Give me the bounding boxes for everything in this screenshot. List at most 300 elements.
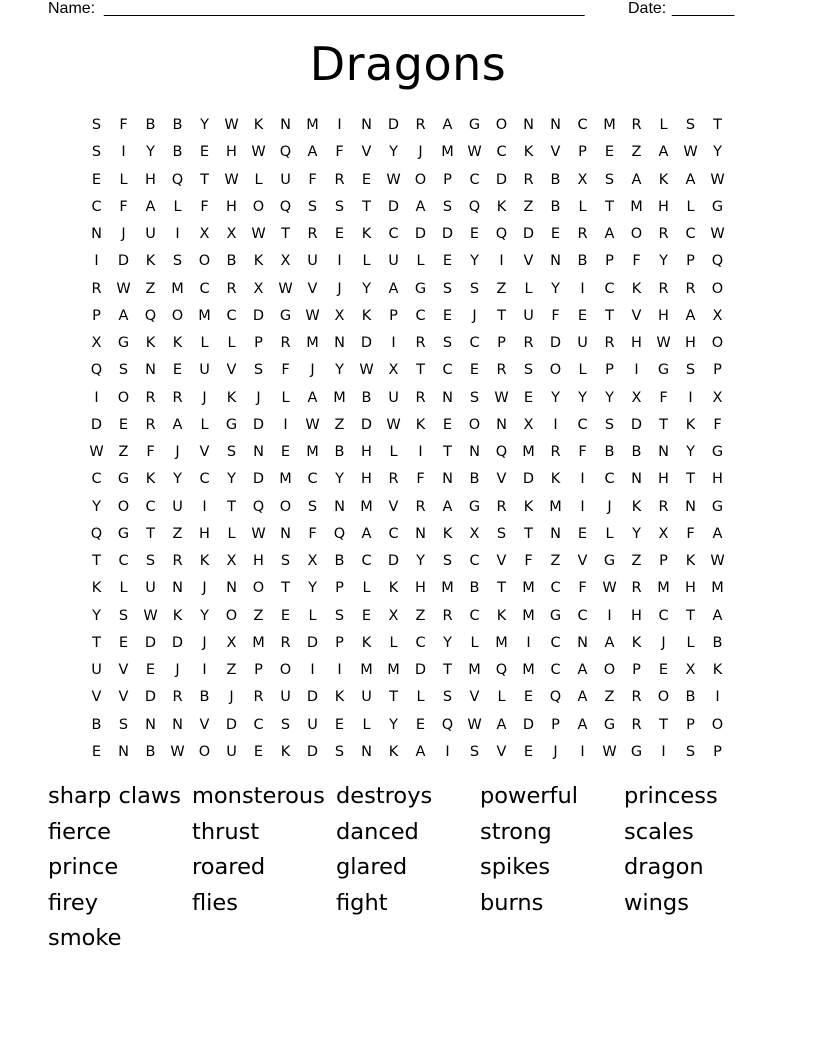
grid-letter[interactable]: K [442, 525, 453, 542]
grid-letter[interactable]: P [92, 307, 101, 324]
grid-letter[interactable]: D [306, 689, 319, 706]
grid-letter[interactable]: B [550, 198, 561, 215]
grid-letter[interactable]: D [387, 117, 400, 133]
grid-letter[interactable]: L [200, 335, 209, 351]
grid-letter[interactable]: V [469, 689, 480, 706]
grid-letter[interactable]: H [685, 580, 696, 597]
grid-letter[interactable]: L [497, 689, 506, 706]
grid-letter[interactable]: R [145, 389, 156, 406]
grid-letter[interactable]: N [550, 117, 561, 133]
grid-letter[interactable]: Y [659, 253, 668, 270]
grid-letter[interactable]: L [389, 444, 398, 460]
grid-letter[interactable]: C [253, 716, 264, 733]
grid-letter[interactable]: F [713, 416, 722, 433]
grid-letter[interactable]: B [469, 580, 480, 597]
grid-letter[interactable]: I [445, 743, 450, 760]
grid-letter[interactable]: L [227, 335, 236, 351]
grid-letter[interactable]: F [146, 444, 155, 460]
grid-letter[interactable]: Z [415, 607, 426, 624]
grid-letter[interactable]: S [442, 689, 453, 706]
grid-letter[interactable]: C [145, 498, 156, 515]
grid-letter[interactable]: J [337, 280, 342, 297]
grid-letter[interactable]: G [117, 335, 130, 351]
grid-letter[interactable]: H [361, 444, 372, 460]
grid-letter[interactable]: N [496, 416, 507, 433]
grid-letter[interactable]: M [198, 307, 211, 324]
grid-letter[interactable]: K [523, 144, 534, 161]
grid-letter[interactable]: X [685, 662, 696, 678]
grid-letter[interactable]: A [307, 389, 318, 406]
grid-letter[interactable]: N [550, 253, 561, 270]
grid-letter[interactable]: Z [145, 280, 156, 297]
grid-letter[interactable]: M [333, 389, 346, 406]
grid-letter[interactable]: Y [632, 525, 641, 542]
grid-letter[interactable]: R [658, 280, 669, 297]
grid-letter[interactable]: V [550, 144, 561, 161]
grid-letter[interactable]: Y [389, 144, 398, 161]
grid-letter[interactable]: D [522, 716, 535, 733]
grid-letter[interactable]: E [145, 662, 156, 678]
grid-letter[interactable]: S [604, 416, 615, 433]
grid-letter[interactable]: C [199, 280, 210, 297]
grid-letter[interactable]: Y [335, 362, 344, 379]
grid-letter[interactable]: A [145, 198, 156, 215]
grid-letter[interactable]: U [172, 498, 183, 515]
grid-letter[interactable]: F [686, 525, 695, 542]
grid-letter[interactable]: I [337, 253, 342, 270]
grid-letter[interactable]: O [657, 689, 670, 706]
grid-letter[interactable]: S [334, 743, 345, 760]
date-blank-line[interactable]: _______ [672, 0, 735, 17]
grid-letter[interactable]: D [306, 743, 319, 760]
grid-letter[interactable]: W [170, 743, 185, 760]
grid-letter[interactable]: E [280, 444, 291, 460]
grid-letter[interactable]: N [685, 498, 696, 515]
grid-letter[interactable]: K [523, 498, 534, 515]
grid-letter[interactable]: A [685, 171, 696, 188]
grid-letter[interactable]: R [523, 335, 534, 351]
grid-letter[interactable]: R [604, 335, 615, 351]
grid-letter[interactable]: R [658, 226, 669, 242]
grid-letter[interactable]: D [414, 226, 427, 242]
grid-letter[interactable]: H [199, 525, 210, 542]
grid-letter[interactable]: G [630, 743, 643, 760]
grid-letter[interactable]: U [199, 362, 210, 379]
grid-letter[interactable]: V [199, 444, 210, 460]
grid-letter[interactable]: S [307, 198, 318, 215]
grid-letter[interactable]: K [172, 335, 183, 351]
grid-letter[interactable]: A [577, 689, 588, 706]
grid-letter[interactable]: U [388, 253, 399, 270]
grid-letter[interactable]: X [712, 389, 723, 406]
grid-letter[interactable]: D [360, 335, 373, 351]
grid-letter[interactable]: L [362, 716, 371, 733]
grid-letter[interactable]: E [442, 307, 453, 324]
grid-letter[interactable]: S [334, 198, 345, 215]
grid-letter[interactable]: B [226, 253, 237, 270]
grid-letter[interactable]: Z [604, 689, 615, 706]
grid-letter[interactable]: R [307, 226, 318, 242]
grid-letter[interactable]: D [441, 226, 454, 242]
grid-letter[interactable]: S [685, 362, 696, 379]
grid-letter[interactable]: Z [334, 416, 345, 433]
grid-letter[interactable]: D [252, 416, 265, 433]
grid-letter[interactable]: K [361, 226, 372, 242]
grid-letter[interactable]: S [469, 280, 480, 297]
grid-letter[interactable]: R [415, 389, 426, 406]
grid-letter[interactable]: G [657, 362, 670, 379]
grid-letter[interactable]: X [712, 307, 723, 324]
grid-letter[interactable]: N [91, 226, 102, 242]
grid-letter[interactable]: O [117, 498, 130, 515]
grid-letter[interactable]: O [711, 335, 724, 351]
grid-letter[interactable]: R [280, 634, 291, 651]
grid-letter[interactable]: L [686, 198, 695, 215]
grid-letter[interactable]: G [603, 553, 616, 569]
grid-letter[interactable]: R [280, 335, 291, 351]
grid-letter[interactable]: L [227, 525, 236, 542]
grid-letter[interactable]: V [523, 253, 534, 270]
grid-letter[interactable]: X [199, 226, 210, 242]
grid-letter[interactable]: Y [308, 580, 317, 597]
grid-letter[interactable]: B [550, 171, 561, 188]
grid-letter[interactable]: T [605, 198, 614, 215]
grid-letter[interactable]: W [251, 525, 266, 542]
grid-letter[interactable]: I [688, 389, 693, 406]
grid-letter[interactable]: W [251, 226, 266, 242]
grid-letter[interactable]: M [306, 117, 319, 133]
grid-letter[interactable]: D [171, 634, 184, 651]
grid-letter[interactable]: K [145, 253, 156, 270]
grid-letter[interactable]: G [711, 444, 724, 460]
grid-letter[interactable]: W [710, 226, 725, 242]
grid-letter[interactable]: M [441, 144, 454, 161]
grid-letter[interactable]: S [172, 253, 183, 270]
grid-letter[interactable]: N [280, 525, 291, 542]
grid-letter[interactable]: B [685, 689, 696, 706]
grid-letter[interactable]: L [416, 253, 425, 270]
grid-letter[interactable]: K [361, 307, 372, 324]
grid-letter[interactable]: T [362, 198, 371, 215]
grid-letter[interactable]: Y [578, 389, 587, 406]
grid-letter[interactable]: A [442, 498, 453, 515]
grid-letter[interactable]: B [604, 444, 615, 460]
grid-letter[interactable]: S [496, 525, 507, 542]
grid-letter[interactable]: Q [171, 171, 184, 188]
grid-letter[interactable]: A [577, 662, 588, 678]
grid-letter[interactable]: O [198, 743, 211, 760]
grid-letter[interactable]: E [415, 716, 426, 733]
grid-letter[interactable]: C [415, 307, 426, 324]
grid-letter[interactable]: K [712, 662, 723, 678]
grid-letter[interactable]: Q [468, 198, 481, 215]
grid-letter[interactable]: R [145, 416, 156, 433]
grid-letter[interactable]: W [278, 280, 293, 297]
grid-letter[interactable]: A [361, 525, 372, 542]
grid-letter[interactable]: N [631, 471, 642, 488]
grid-letter[interactable]: L [308, 607, 317, 624]
grid-letter[interactable]: E [361, 171, 372, 188]
grid-letter[interactable]: N [550, 525, 561, 542]
grid-letter[interactable]: Q [495, 226, 508, 242]
grid-letter[interactable]: S [469, 389, 480, 406]
grid-letter[interactable]: N [577, 634, 588, 651]
grid-letter[interactable]: B [172, 144, 183, 161]
grid-letter[interactable]: I [202, 498, 207, 515]
grid-letter[interactable]: P [632, 662, 641, 678]
grid-letter[interactable]: X [631, 389, 642, 406]
grid-letter[interactable]: J [418, 144, 423, 161]
grid-letter[interactable]: C [91, 471, 102, 488]
grid-letter[interactable]: A [118, 307, 129, 324]
grid-letter[interactable]: K [253, 117, 264, 133]
grid-letter[interactable]: R [658, 498, 669, 515]
grid-letter[interactable]: J [472, 307, 477, 324]
grid-letter[interactable]: D [387, 553, 400, 569]
grid-letter[interactable]: O [279, 662, 292, 678]
grid-letter[interactable]: G [468, 117, 481, 133]
grid-letter[interactable]: W [143, 607, 158, 624]
grid-letter[interactable]: Z [226, 662, 237, 678]
grid-letter[interactable]: D [306, 634, 319, 651]
grid-letter[interactable]: Q [144, 307, 157, 324]
grid-letter[interactable]: C [226, 307, 237, 324]
grid-letter[interactable]: R [172, 689, 183, 706]
grid-letter[interactable]: Q [549, 689, 562, 706]
grid-letter[interactable]: K [334, 689, 345, 706]
grid-letter[interactable]: K [253, 253, 264, 270]
grid-letter[interactable]: F [416, 471, 425, 488]
grid-letter[interactable]: V [118, 689, 129, 706]
grid-letter[interactable]: X [334, 307, 345, 324]
grid-letter[interactable]: K [496, 198, 507, 215]
grid-letter[interactable]: M [522, 580, 535, 597]
grid-letter[interactable]: R [91, 280, 102, 297]
grid-letter[interactable]: R [496, 362, 507, 379]
grid-letter[interactable]: D [387, 198, 400, 215]
grid-letter[interactable]: I [94, 389, 99, 406]
grid-letter[interactable]: K [685, 416, 696, 433]
grid-letter[interactable]: D [522, 471, 535, 488]
grid-letter[interactable]: G [711, 198, 724, 215]
grid-letter[interactable]: S [685, 743, 696, 760]
grid-letter[interactable]: B [631, 444, 642, 460]
grid-letter[interactable]: B [145, 743, 156, 760]
grid-letter[interactable]: I [580, 471, 585, 488]
grid-letter[interactable]: H [226, 144, 237, 161]
grid-letter[interactable]: E [577, 525, 588, 542]
grid-letter[interactable]: K [388, 743, 399, 760]
grid-letter[interactable]: J [310, 362, 315, 379]
grid-letter[interactable]: A [712, 525, 723, 542]
grid-letter[interactable]: K [172, 607, 183, 624]
grid-letter[interactable]: F [281, 362, 290, 379]
grid-letter[interactable]: L [470, 634, 479, 651]
grid-letter[interactable]: R [685, 280, 696, 297]
grid-letter[interactable]: E [442, 253, 453, 270]
grid-letter[interactable]: I [94, 253, 99, 270]
grid-letter[interactable]: I [607, 607, 612, 624]
grid-letter[interactable]: X [388, 607, 399, 624]
grid-letter[interactable]: D [225, 716, 238, 733]
grid-letter[interactable]: S [307, 498, 318, 515]
grid-letter[interactable]: O [711, 716, 724, 733]
grid-letter[interactable]: W [602, 743, 617, 760]
grid-letter[interactable]: G [468, 498, 481, 515]
grid-letter[interactable]: N [442, 471, 453, 488]
grid-letter[interactable]: Q [252, 498, 265, 515]
grid-letter[interactable]: O [711, 280, 724, 297]
grid-letter[interactable]: E [334, 226, 345, 242]
grid-letter[interactable]: W [467, 144, 482, 161]
grid-letter[interactable]: W [386, 171, 401, 188]
grid-letter[interactable]: C [307, 471, 318, 488]
grid-letter[interactable]: Z [631, 144, 642, 161]
grid-letter[interactable]: I [661, 743, 666, 760]
grid-letter[interactable]: T [92, 553, 101, 569]
grid-letter[interactable]: P [443, 171, 452, 188]
grid-letter[interactable]: Y [686, 444, 695, 460]
grid-letter[interactable]: S [280, 553, 291, 569]
grid-letter[interactable]: U [280, 171, 291, 188]
grid-letter[interactable]: B [334, 444, 345, 460]
grid-letter[interactable]: E [523, 389, 534, 406]
grid-letter[interactable]: K [550, 471, 561, 488]
grid-letter[interactable]: F [119, 198, 128, 215]
grid-letter[interactable]: D [414, 662, 427, 678]
grid-letter[interactable]: O [549, 362, 562, 379]
grid-letter[interactable]: T [659, 716, 668, 733]
grid-letter[interactable]: Y [416, 553, 425, 569]
grid-letter[interactable]: W [683, 144, 698, 161]
grid-letter[interactable]: R [172, 553, 183, 569]
grid-letter[interactable]: W [224, 117, 239, 133]
grid-letter[interactable]: R [577, 226, 588, 242]
grid-letter[interactable]: V [307, 280, 318, 297]
grid-letter[interactable]: T [416, 362, 425, 379]
grid-letter[interactable]: D [630, 416, 643, 433]
grid-letter[interactable]: S [685, 117, 696, 133]
grid-letter[interactable]: C [496, 144, 507, 161]
grid-letter[interactable]: Y [605, 389, 614, 406]
grid-letter[interactable]: Y [200, 117, 209, 133]
grid-letter[interactable]: T [389, 689, 398, 706]
grid-letter[interactable]: C [199, 471, 210, 488]
grid-letter[interactable]: T [659, 416, 668, 433]
grid-letter[interactable]: C [469, 607, 480, 624]
grid-letter[interactable]: Y [335, 471, 344, 488]
grid-letter[interactable]: I [337, 117, 342, 133]
grid-letter[interactable]: K [685, 553, 696, 569]
grid-letter[interactable]: E [172, 362, 183, 379]
grid-letter[interactable]: N [523, 117, 534, 133]
grid-letter[interactable]: R [388, 471, 399, 488]
grid-letter[interactable]: T [200, 171, 209, 188]
grid-letter[interactable]: I [283, 416, 288, 433]
grid-letter[interactable]: A [604, 634, 615, 651]
grid-letter[interactable]: S [334, 607, 345, 624]
grid-letter[interactable]: Q [333, 525, 346, 542]
grid-letter[interactable]: J [175, 444, 180, 460]
grid-letter[interactable]: O [468, 416, 481, 433]
grid-letter[interactable]: N [334, 335, 345, 351]
grid-letter[interactable]: X [523, 416, 534, 433]
grid-letter[interactable]: P [389, 307, 398, 324]
grid-letter[interactable]: T [281, 226, 290, 242]
grid-letter[interactable]: D [144, 689, 157, 706]
grid-letter[interactable]: S [442, 335, 453, 351]
grid-letter[interactable]: G [414, 280, 427, 297]
grid-letter[interactable]: M [441, 580, 454, 597]
grid-letter[interactable]: M [387, 662, 400, 678]
grid-letter[interactable]: Q [711, 253, 724, 270]
grid-letter[interactable]: M [279, 471, 292, 488]
grid-letter[interactable]: C [604, 471, 615, 488]
grid-letter[interactable]: W [467, 716, 482, 733]
grid-letter[interactable]: N [280, 117, 291, 133]
grid-letter[interactable]: T [686, 607, 695, 624]
grid-letter[interactable]: C [469, 171, 480, 188]
grid-letter[interactable]: E [118, 634, 129, 651]
grid-letter[interactable]: P [605, 253, 614, 270]
grid-letter[interactable]: R [631, 716, 642, 733]
grid-letter[interactable]: Z [172, 525, 183, 542]
grid-letter[interactable]: O [279, 498, 292, 515]
grid-letter[interactable]: O [495, 117, 508, 133]
grid-letter[interactable]: N [415, 525, 426, 542]
grid-letter[interactable]: S [280, 716, 291, 733]
grid-letter[interactable]: J [661, 634, 666, 651]
grid-letter[interactable]: L [119, 580, 128, 597]
grid-letter[interactable]: E [469, 226, 480, 242]
grid-letter[interactable]: S [91, 144, 102, 161]
grid-letter[interactable]: W [251, 144, 266, 161]
grid-letter[interactable]: C [388, 525, 399, 542]
grid-letter[interactable]: S [118, 362, 129, 379]
grid-letter[interactable]: P [335, 634, 344, 651]
grid-letter[interactable]: A [685, 307, 696, 324]
grid-letter[interactable]: A [631, 171, 642, 188]
grid-letter[interactable]: E [334, 716, 345, 733]
grid-letter[interactable]: M [252, 634, 265, 651]
grid-letter[interactable]: K [631, 280, 642, 297]
grid-letter[interactable]: E [523, 743, 534, 760]
grid-letter[interactable]: U [280, 689, 291, 706]
grid-letter[interactable]: K [496, 607, 507, 624]
grid-letter[interactable]: A [712, 607, 723, 624]
grid-letter[interactable]: R [415, 498, 426, 515]
grid-letter[interactable]: S [118, 716, 129, 733]
grid-letter[interactable]: L [200, 416, 209, 433]
grid-letter[interactable]: E [442, 416, 453, 433]
grid-letter[interactable]: I [418, 444, 423, 460]
grid-letter[interactable]: F [578, 580, 587, 597]
grid-letter[interactable]: R [442, 607, 453, 624]
grid-letter[interactable]: C [577, 117, 588, 133]
grid-letter[interactable]: D [252, 307, 265, 324]
grid-letter[interactable]: P [686, 716, 695, 733]
grid-letter[interactable]: Z [631, 553, 642, 569]
grid-letter[interactable]: S [118, 607, 129, 624]
grid-letter[interactable]: D [549, 335, 562, 351]
grid-letter[interactable]: X [307, 553, 318, 569]
grid-letter[interactable]: Q [441, 716, 454, 733]
grid-letter[interactable]: Y [146, 144, 155, 161]
grid-letter[interactable]: H [658, 198, 669, 215]
grid-letter[interactable]: O [117, 389, 130, 406]
grid-letter[interactable]: N [361, 117, 372, 133]
grid-letter[interactable]: O [603, 662, 616, 678]
